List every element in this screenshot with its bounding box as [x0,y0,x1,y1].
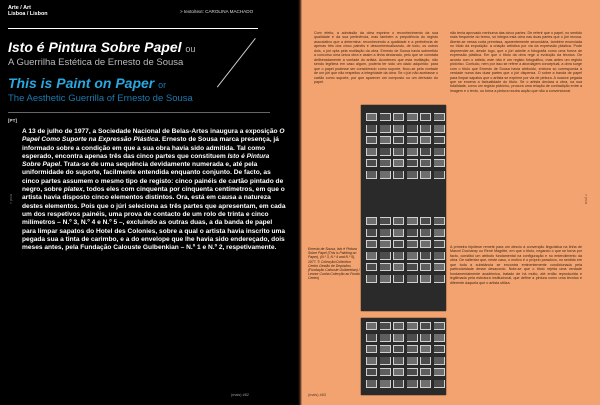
contact-print-image [380,171,389,177]
page-number-right: (mais) #83 [308,393,326,397]
contact-print-frame [393,368,404,376]
contact-print-frame [380,380,391,388]
contact-print-image [380,160,389,166]
contact-print-frame [420,171,431,179]
contact-print-image [367,137,376,143]
decorative-slash [217,38,256,87]
contact-print-frame [393,217,404,225]
contact-print-frame [434,357,445,365]
contact-print-frame [380,136,391,144]
contact-print-image [380,218,389,224]
contact-print-frame [380,171,391,179]
body-pt-part1: A 13 de julho de 1977, a Sociedade Nacional de Belas-Artes inaugura a exposição [22,128,280,135]
contact-print-frame [434,334,445,342]
contact-print-image [421,252,430,258]
contact-print-frame [407,345,418,353]
contact-print-frame [434,275,445,283]
contact-print-frame [380,125,391,133]
contact-print-frame [366,334,377,342]
contact-print-image [394,125,403,131]
title-en-text: This is Paint on Paper [8,75,155,91]
contact-print-image [380,137,389,143]
contact-print-frame [407,275,418,283]
contact-print-image [407,241,416,247]
contact-print-frame [393,357,404,365]
contact-print-frame [420,113,431,121]
contact-print-frame [420,240,431,248]
contact-print-image [394,160,403,166]
contact-print-frame [434,368,445,376]
contact-print-frame [434,125,445,133]
contact-print-image [367,275,376,281]
contact-print-image [434,114,443,120]
contact-print-image [394,357,403,363]
contact-print-image [367,334,376,340]
contact-print-frame [434,171,445,179]
contact-print-frame [393,322,404,330]
contact-print-image [394,369,403,375]
contact-print-frame [434,217,445,225]
contact-print-frame [407,334,418,342]
contact-print-frame [407,263,418,271]
contact-print-frame [407,217,418,225]
body-pt-part3: . Trata-se de uma sequência devidamente numerada e, até pela uniformidade do suporte, facilmente entendida enquanto conjunto. De facto, as cinco partes assumem o mesmo tipo de registo: cinco painéis de cartão pintado de negro, sobre [22,161,284,194]
contact-print-image [380,275,389,281]
contact-print-frame [420,252,431,260]
contact-print-frame [393,345,404,353]
title-pt-text: Isto é Pintura Sobre Papel [8,39,182,55]
body-pt-material: platex [63,186,83,194]
contact-print-image [367,346,376,352]
page-number-left: (mais) #82 [231,393,249,397]
contact-print-frame [380,263,391,271]
contact-print-image [421,241,430,247]
right-page [300,0,600,405]
contact-print-image [394,380,403,386]
contact-print-frame [393,171,404,179]
title-en-or: or [158,80,167,90]
contact-print-image [407,357,416,363]
contact-print-image [407,218,416,224]
contact-print-frame [380,345,391,353]
contact-print-image [434,334,443,340]
contact-print-image [380,229,389,235]
contact-print-image [434,275,443,281]
contact-print-frame [434,159,445,167]
contact-print-image [380,334,389,340]
contact-print-image [367,357,376,363]
contact-print-frame [380,334,391,342]
contact-print-frame [366,345,377,353]
contact-print-frame [407,380,418,388]
contact-print-frame [407,368,418,376]
contact-print-image [407,252,416,258]
image-caption: Ernesto de Sousa, Isto é Pintura Sobre Papel (This is Painting on Paper), (N.º 3, N.º 4 and N.º 5), 1977. © Colecção/Collection Centro Gestão de Depósitos (Fundação Calouste Gulbenkian) / Leonor Cunha Colecção ao Fundo Centro) [308,247,360,281]
contact-print-frame [380,252,391,260]
contact-print-image [434,323,443,329]
contact-print-frame [407,322,418,330]
contact-print-image [394,275,403,281]
contact-print-image [434,264,443,270]
contact-print-image [421,323,430,329]
contact-print-frame [366,252,377,260]
contact-print-frame [407,171,418,179]
contact-print-image [434,125,443,131]
contact-print-frame [434,229,445,237]
section-line-city: Lisboa / Lisbon [8,11,48,18]
contact-print-frame [434,322,445,330]
contact-print-frame [380,113,391,121]
contact-print-frame [380,229,391,237]
contact-print-image [407,380,416,386]
contact-print-image [367,241,376,247]
contact-print-frame [420,357,431,365]
contact-print-frame [366,263,377,271]
contact-print-image [421,275,430,281]
contact-print-frame [366,368,377,376]
author-credit: > texto/text: CAROLINA MACHADO [180,9,254,14]
text-column-b: não tenia aprovado nenhuma das cinco partes. De referir que o papel, no sentido mais frequente do termo, só integra esta obra nas duas partes que o júri recusa. Atente-se nessa curta premissa, aparentemente secundária, também enunciada no título da exposição: a criação artística por via da expressão plástica. Pode depreender-se, desde logo, que o júri admite a fotografia como uma forma de expressão plástica. Em que o título da obra rege a evolução da técnica. De acordo com o artista, este não é um registo fotográfico, mas antes um registo pictórico. Contudo, nem por isso se refere a abordagem conceptual, a obra surge com o título que Ernesto de Sousa havia atribuído, embora só corresponda à verdade numa das duas partes que o júri dispensa. O sobre a banda de papel para limpar sapatos que o artista se exprime por via de pintura. A nuance pegada que se encena a factualidade do título. Se o artista declara a obra, na sua totalidade, como um registo pictórico, procura uma relação de contradição entre a imagem e o texto, ou torna a pintura noutra acção que não a convencional. [450,31,582,93]
contact-print-image [367,171,376,177]
contact-print-image [407,264,416,270]
contact-print-image [434,357,443,363]
contact-print-image [380,114,389,120]
contact-print-frame [380,322,391,330]
title-pt [8,39,195,55]
section-label [8,5,48,18]
contact-print-image [421,171,430,177]
contact-print-frame [434,345,445,353]
contact-print-frame [407,136,418,144]
contact-print-frame [393,240,404,248]
contact-print-image [367,380,376,386]
contact-print-image [367,114,376,120]
contact-print-image [380,346,389,352]
contact-print-frame [393,334,404,342]
contact-print-image [407,275,416,281]
contact-print-image [407,114,416,120]
contact-print-image [421,125,430,131]
subtitle-en: The Aesthetic Guerrilla of Ernesto de Sousa [8,93,193,104]
text-column-c: A primeira hipótese remete para um desvio à convenção linguística na linha de Marcel Duchamp ou René Magritte, em que o título, negando o que se torna por facto, constitui um atributo fundamental na configuração e no entendimento da obra. De salientar que, neste caso, o motivo é o próprio paradoxo, no sentido em que toda a substância se encontra eminentemente condicionada pela particularidade desse desacordo. Note-se que o título rejeita uma verdade fundamentalmente académica, tratado de há muito, até então reproduzida e legitimada pela estrutura institucional, que define a pintura como uma técnica e diferente daquela que o artista utiliza. [450,245,582,285]
contact-print-image [434,148,443,154]
contact-print-image [407,369,416,375]
contact-print-frame [407,240,418,248]
contact-print-frame [407,252,418,260]
contact-print-frame [434,252,445,260]
contact-print-frame [407,148,418,156]
contact-print-frame [380,240,391,248]
contact-print-image [421,137,430,143]
contact-print-image [380,148,389,154]
contact-print-frame [366,380,377,388]
contact-print-image [367,218,376,224]
contact-print-frame [380,148,391,156]
contact-print-image [421,160,430,166]
contact-print-frame [407,113,418,121]
contact-print-image [394,241,403,247]
text-column-a: Com efeito, a admissão da obra exprime o reconhecimento da sua qualidade e da sua pertinência, mas também a prepotência do registo associativo que a determina: reconhecendo a qualidade e a pertinência de apenas três dos cinco painéis e descontextualizando, de todo, os outros dois, o júri opta pela mutilação da obra. Ernesto de Sousa havia submetido a concurso uma única obra e assim a tinha declarado, pelo que se constata deliberadamente a vontade do artista. Aconteceu que esta mutilação, não sendo legítima em caso algum, poderia ter sido um dado adquirido: para que o papel pudesse ser considerado como suporte, ficou-se pela vontade de um júri que não respeitou a integridade da obra. Se o júri não aceitasse o cartão como suporte, por que aparecer um composto ou um derivado do papel. [314,31,438,84]
side-label-right: > ps/a [583,194,588,204]
contact-print-image [434,241,443,247]
contact-print-frame [380,159,391,167]
contact-print-image [380,241,389,247]
body-pt-part2: . Ernesto de Sousa marca presença, já informado sobre a condição em que a sua obra havia sido admitida. Tal como esperado, encontra apenas três das cinco partes que constituem [22,136,279,160]
contact-print-frame [366,357,377,365]
contact-print-frame [393,136,404,144]
contact-print-image [380,357,389,363]
contact-print-image [421,114,430,120]
body-pt-part4: , todos eles com cinquenta por cinquenta centímetros, em que o artista havia disposto cinco elementos distintos. Ora, está em causa a natureza destes elementos. Pois que o júri seleciona as três partes que apresentam, em cada um dos respetivos painéis, uma prova de contacto de um rolo de trinta e cinco milímetros – N.º 3, N.º 4 e N.º 5 –, excluindo as outras duas, a da banda de papel para limpar sapatos do Hotel des Colonies, sobre a qual o artista havia inscrito uma pegada sua a tinta de carimbo, e a do envelope que lhe havia sido endereçado, dois meses antes, pela Fundação Calouste Gulbenkian – N.º 1 e N.º 2, respetivamente. [22,186,286,252]
contact-print-frame [420,136,431,144]
language-tag: [PT] [8,118,17,123]
title-pt-or: ou [185,44,196,54]
contact-print-image [434,137,443,143]
contact-print-image [434,229,443,235]
subtitle-pt: A Guerrilha Estética de Ernesto de Sousa [8,57,184,68]
contact-print-frame [407,125,418,133]
contact-print-frame [420,345,431,353]
contact-print-frame [420,334,431,342]
contact-print-image [407,160,416,166]
contact-print-frame [420,322,431,330]
contact-print-image [394,346,403,352]
contact-print-image [407,334,416,340]
contact-print-image [380,252,389,258]
contact-print-frame [380,217,391,225]
contact-print-image [394,114,403,120]
contact-print-image [434,346,443,352]
contact-print-frame [380,368,391,376]
body-text-pt [22,128,286,252]
contact-print-frame [366,148,377,156]
contact-print-frame [393,252,404,260]
contact-print-image [394,229,403,235]
contact-print-image [421,264,430,270]
contact-print-frame [407,357,418,365]
contact-print-image [394,148,403,154]
contact-print-frame [366,275,377,283]
contact-print-image [367,369,376,375]
contact-print-image [394,252,403,258]
contact-print-image [421,148,430,154]
contact-print-image [394,218,403,224]
contact-print-frame [393,380,404,388]
section-line-art: Arte / Art [8,5,31,11]
contact-print-frame [420,159,431,167]
contact-print-frame [380,357,391,365]
contact-print-image [434,218,443,224]
contact-print-image [407,323,416,329]
contact-print-image [394,264,403,270]
contact-print-frame [420,263,431,271]
contact-print-image [407,171,416,177]
contact-print-frame [434,263,445,271]
contact-print-frame [393,125,404,133]
contact-print-image [380,264,389,270]
contact-print-frame [366,159,377,167]
contact-print-image [367,229,376,235]
contact-print-image [434,160,443,166]
contact-print-frame [366,171,377,179]
contact-print-frame [393,148,404,156]
contact-print-frame [366,217,377,225]
top-divider [8,28,258,29]
contact-print-image [394,171,403,177]
contact-print-frame [366,125,377,133]
contact-print-image [434,252,443,258]
contact-print-image [421,346,430,352]
contact-print-image [394,323,403,329]
contact-print-frame [420,380,431,388]
contact-print-image [367,264,376,270]
contact-print-frame [366,322,377,330]
contact-print-image [367,125,376,131]
contact-print-image [394,137,403,143]
contact-print-image [434,171,443,177]
contact-print-frame [366,229,377,237]
contact-print-image [421,369,430,375]
contact-print-frame [393,159,404,167]
contact-print-image [407,229,416,235]
contact-print-image [380,369,389,375]
title-en [8,75,166,91]
contact-print-frame [393,263,404,271]
artwork-contact-sheet-top [361,105,446,311]
contact-print-image [421,218,430,224]
contact-print-image [421,380,430,386]
contact-print-frame [420,368,431,376]
contact-print-frame [420,217,431,225]
contact-print-frame [366,240,377,248]
contact-print-image [421,229,430,235]
contact-print-image [367,252,376,258]
contact-print-frame [434,240,445,248]
contact-print-image [407,137,416,143]
contact-print-frame [420,125,431,133]
contact-print-frame [434,113,445,121]
contact-print-image [434,380,443,386]
contact-print-image [367,323,376,329]
side-label-left: > ps/a [8,194,13,204]
contact-print-image [380,380,389,386]
contact-print-frame [366,136,377,144]
contact-print-frame [420,275,431,283]
contact-print-image [421,357,430,363]
contact-print-image [421,334,430,340]
page-gutter [298,0,302,405]
contact-print-image [380,323,389,329]
contact-print-image [407,125,416,131]
contact-print-frame [420,148,431,156]
contact-print-frame [434,136,445,144]
contact-print-frame [434,148,445,156]
contact-print-image [367,148,376,154]
contact-print-frame [393,229,404,237]
contact-print-frame [393,113,404,121]
contact-print-frame [420,229,431,237]
body-pt-exhibition-title: O Papel Como Suporte na Expressão Plástica [22,128,285,144]
contact-print-frame [366,113,377,121]
contact-print-image [367,160,376,166]
contact-print-frame [407,229,418,237]
body-pt-work-title: Isto é Pintura Sobre Papel [22,152,270,169]
contact-print-image [407,346,416,352]
contact-print-frame [393,275,404,283]
contact-print-frame [407,159,418,167]
artwork-contact-sheet-bottom [361,318,446,395]
contact-print-frame [380,275,391,283]
contact-print-frame [434,380,445,388]
contact-print-image [380,125,389,131]
contact-print-image [434,369,443,375]
contact-print-image [407,148,416,154]
contact-print-image [394,334,403,340]
mid-divider [8,112,270,113]
